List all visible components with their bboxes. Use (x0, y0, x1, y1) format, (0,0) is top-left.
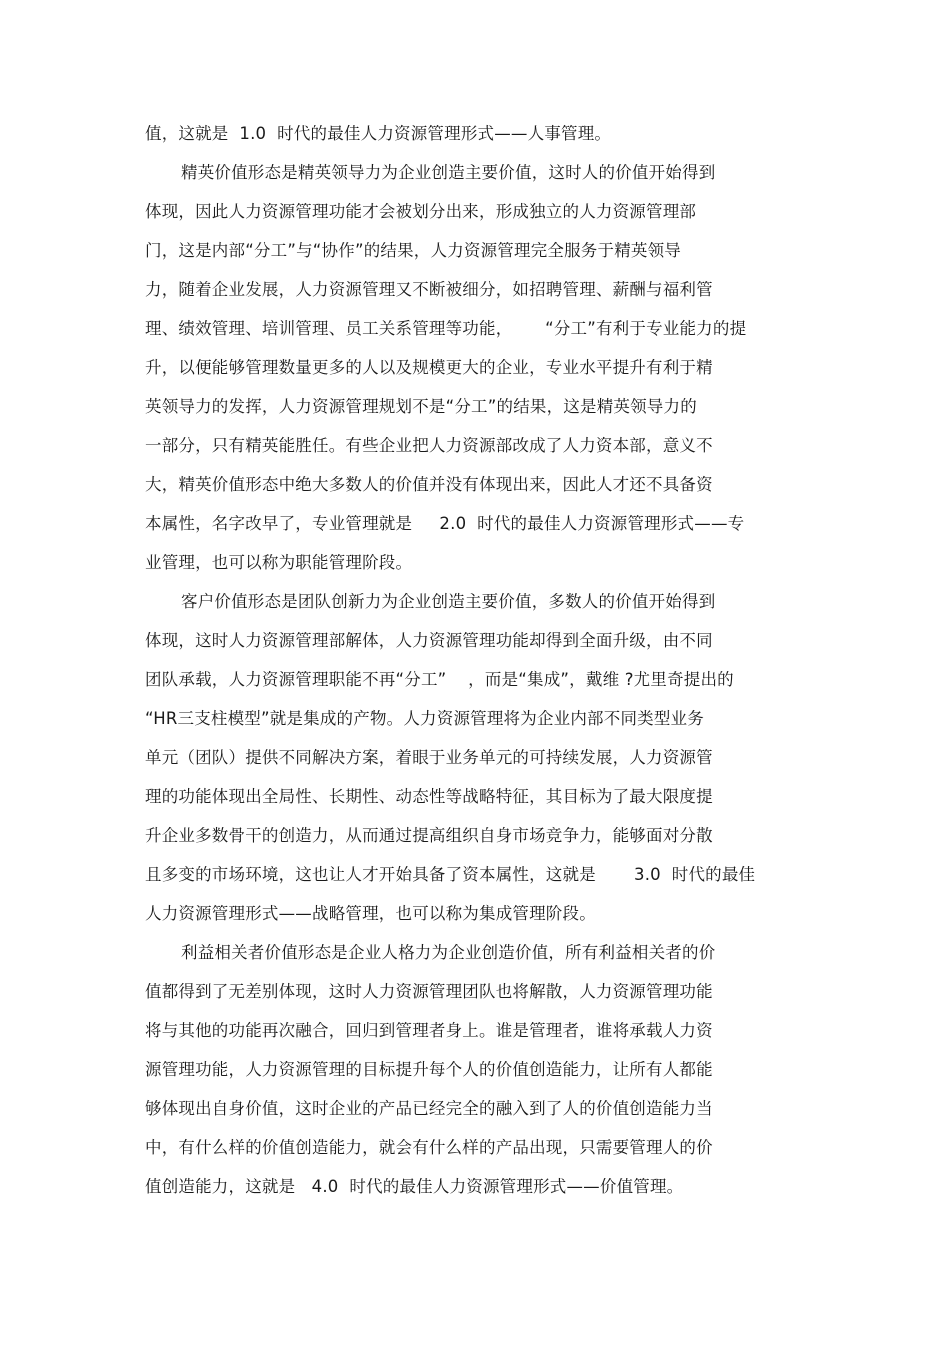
text-line: 理的功能体现出全局性、长期性、动态性等战略特征，其目标为了最大限度提 (145, 787, 713, 806)
text-line: 业管理，也可以称为职能管理阶段。 (145, 553, 413, 572)
text-line: 本属性，名字改早了，专业管理就是 2.0 时代的最佳人力资源管理形式——专 (145, 514, 745, 533)
text-line: 值创造能力，这就是 4.0 时代的最佳人力资源管理形式——价值管理。 (145, 1177, 684, 1196)
text-line: 且多变的市场环境，这也让人才开始具备了资本属性，这就是 3.0 时代的最佳 (145, 865, 756, 884)
text-line: 升，以便能够管理数量更多的人以及规模更大的企业，专业水平提升有利于精 (145, 358, 713, 377)
text-line: 将与其他的功能再次融合，回归到管理者身上。谁是管理者，谁将承载人力资 (145, 1021, 713, 1040)
text-line: 值，这就是 1.0 时代的最佳人力资源管理形式——人事管理。 (145, 124, 612, 143)
text-line: 力，随着企业发展，人力资源管理又不断被细分，如招聘管理、薪酬与福利管 (145, 280, 713, 299)
text-line: 大，精英价值形态中绝大多数人的价值并没有体现出来，因此人才还不具备资 (145, 475, 713, 494)
text-line: 中，有什么样的价值创造能力，就会有什么样的产品出现，只需要管理人的价 (145, 1138, 713, 1157)
text-line: 英领导力的发挥，人力资源管理规划不是“分工”的结果，这是精英领导力的 (145, 397, 697, 416)
text-line: 门，这是内部“分工”与“协作”的结果，人力资源管理完全服务于精英领导 (145, 241, 681, 260)
paragraph-first-line: 精英价值形态是精英领导力为企业创造主要价值，这时人的价值开始得到 (181, 163, 716, 182)
paragraph-first-line: 利益相关者价值形态是企业人格力为企业创造价值，所有利益相关者的价 (181, 943, 716, 962)
text-line: 单元（团队）提供不同解决方案，着眼于业务单元的可持续发展，人力资源管 (145, 748, 713, 767)
text-line: “HR三支柱模型”就是集成的产物。人力资源管理将为企业内部不同类型业务 (145, 709, 704, 728)
text-line: 源管理功能，人力资源管理的目标提升每个人的价值创造能力，让所有人都能 (145, 1060, 713, 1079)
text-line: 值都得到了无差别体现，这时人力资源管理团队也将解散，人力资源管理功能 (145, 982, 713, 1001)
paragraph-first-line: 客户价值形态是团队创新力为企业创造主要价值，多数人的价值开始得到 (181, 592, 716, 611)
text-line: 人力资源管理形式——战略管理，也可以称为集成管理阶段。 (145, 904, 596, 923)
text-line: 体现，这时人力资源管理部解体，人力资源管理功能却得到全面升级，由不同 (145, 631, 713, 650)
text-line: 理、绩效管理、培训管理、员工关系管理等功能， “分工”有利于专业能力的提 (145, 319, 747, 338)
text-line: 升企业多数骨干的创造力，从而通过提高组织自身市场竞争力，能够面对分散 (145, 826, 713, 845)
text-line: 团队承载，人力资源管理职能不再“分工” ，而是“集成”，戴维 ?尤里奇提出的 (145, 670, 734, 689)
text-line: 够体现出自身价值，这时企业的产品已经完全的融入到了人的价值创造能力当 (145, 1099, 713, 1118)
text-line: 一部分，只有精英能胜任。有些企业把人力资源部改成了人力资本部，意义不 (145, 436, 713, 455)
text-line: 体现，因此人力资源管理功能才会被划分出来，形成独立的人力资源管理部 (145, 202, 697, 221)
